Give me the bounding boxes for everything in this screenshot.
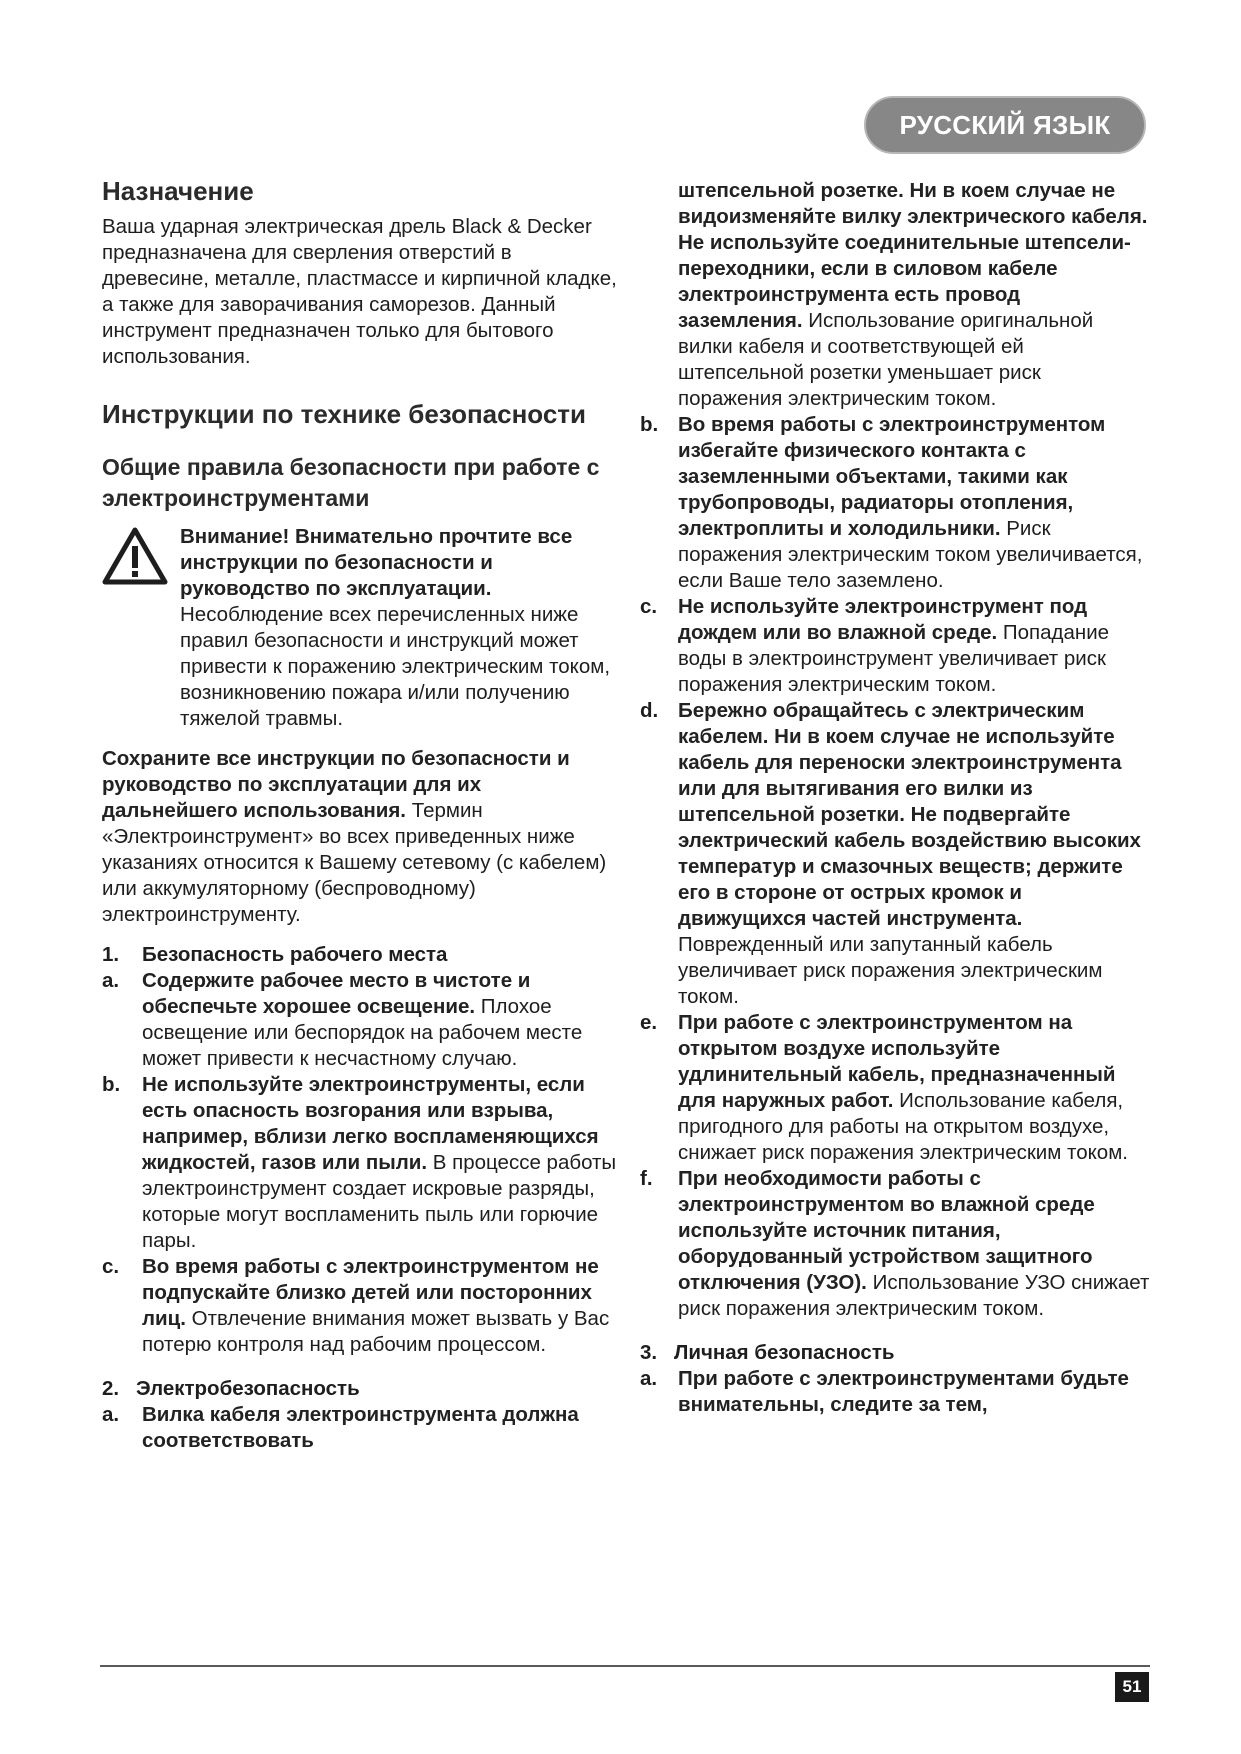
item-bold: При необходимости работы с электроинструментом во влажной среде используйте источник питания, оборудованный устройством защитного отключения (УЗО). xyxy=(678,1167,1095,1294)
item-marker: f. xyxy=(640,1167,653,1190)
footer-divider xyxy=(100,1665,1150,1667)
general-rules-heading: Общие правила безопасности при работе с электроинструментами xyxy=(102,454,600,511)
item-text: Поврежденный или запутанный кабель увеличивает риск поражения электрическим током. xyxy=(678,933,1103,1008)
item-text: Попадание воды в электроинструмент увеличивает риск поражения электрическим током. xyxy=(678,621,1110,696)
section-1-heading xyxy=(102,942,622,968)
item-marker: e. xyxy=(640,1011,658,1034)
item-bold: Во время работы с электроинструментом не подпускайте близко детей или посторонних лиц. xyxy=(142,1255,599,1330)
list-item xyxy=(102,1402,622,1454)
section-3-heading xyxy=(640,1340,1150,1366)
left-column xyxy=(102,175,622,1454)
language-badge: РУССКИЙ ЯЗЫК xyxy=(864,96,1146,154)
item-bold: Во время работы с электроинструментом избегайте физического контакта с заземленными объектами, такими как трубопроводы, радиаторы отопления, электроплиты и холодильники. xyxy=(678,413,1106,540)
item-bold: При работе с электроинструментом на открытом воздухе используйте удлинительный кабель, предназначенный для наружных работ. xyxy=(678,1011,1116,1112)
section-2-title: Электробезопасность xyxy=(136,1377,360,1400)
list-item xyxy=(102,1072,622,1254)
continued-item xyxy=(640,178,1150,412)
item-marker: c. xyxy=(102,1255,120,1278)
item-bold: При работе с электроинструментами будьте внимательны, следите за тем, xyxy=(678,1367,1129,1416)
warning-triangle-icon xyxy=(102,524,180,732)
safety-heading: Инструкции по технике безопасности xyxy=(102,399,586,429)
warning-text: Несоблюдение всех перечисленных ниже правил безопасности и инструкций может привести к поражению электрическим током, возникновению пожара и/или получению тяжелой травмы. xyxy=(180,603,611,730)
item-marker: b. xyxy=(640,413,659,436)
item-text: В процессе работы электроинструмент создает искровые разряды, которые могут воспламенить пыль или горючие пары. xyxy=(142,1151,617,1252)
item-bold: Не используйте электроинструменты, если есть опасность возгорания или взрыва, например, вблизи легко воспламеняющихся жидкостей, газов или пыли. xyxy=(142,1073,599,1174)
save-instructions xyxy=(102,746,622,928)
item-text: Отвлечение внимания может вызвать у Вас потерю контроля над рабочим процессом. xyxy=(142,1307,610,1356)
item-marker: a. xyxy=(640,1367,658,1390)
list-item xyxy=(102,968,622,1072)
item-text: Использование кабеля, пригодного для работы на открытом воздухе, снижает риск поражения электрическим током. xyxy=(678,1089,1128,1164)
save-bold: Сохраните все инструкции по безопасности и руководство по эксплуатации для их дальнейшего использования. xyxy=(102,747,570,822)
warning-bold: Внимание! Внимательно прочтите все инструкции по безопасности и руководство по эксплуатации. xyxy=(180,525,573,600)
item-bold: Бережно обращайтесь с электрическим кабелем. Ни в коем случае не используйте кабель для переноски электроинструмента или для вытягивания его вилки из штепсельной розетки. Не подвергайте электрический кабель воздействию высоких температур и смазочных веществ; держите его в стороне от острых кромок и движущихся частей инструмента. xyxy=(678,699,1141,930)
item-marker: c. xyxy=(640,595,658,618)
item-text: Риск поражения электрическим током увеличивается, если Ваше тело заземлено. xyxy=(678,517,1143,592)
item-text: Использование оригинальной вилки кабеля и соответствующей ей штепсельной розетки уменьшает риск поражения электрическим током. xyxy=(678,309,1094,410)
list-item xyxy=(640,594,1150,698)
list-item xyxy=(640,1166,1150,1322)
item-marker: a. xyxy=(102,1403,120,1426)
section-1-number: 1. xyxy=(102,943,120,966)
purpose-text: Ваша ударная электрическая дрель Black & Decker предназначена для сверления отверстий в древесине, металле, пластмассе и кирпичной кладке, а также для заворачивания саморезов. Данный инструмент предназначен только для бытового использования. xyxy=(102,215,617,368)
item-bold: Не используйте электроинструмент под дождем или во влажной среде. xyxy=(678,595,1088,644)
section-3-number: 3. xyxy=(640,1341,658,1364)
right-column xyxy=(640,178,1150,1418)
item-bold: Содержите рабочее место в чистоте и обеспечьте хорошее освещение. xyxy=(142,969,531,1018)
section-3-title: Личная безопасность xyxy=(674,1341,895,1364)
item-text: Плохое освещение или беспорядок на рабочем месте может привести к несчастному случаю. xyxy=(142,995,583,1070)
section-1-title: Безопасность рабочего места xyxy=(142,943,448,966)
warning-block xyxy=(102,524,622,732)
list-item xyxy=(640,412,1150,594)
page-number: 51 xyxy=(1115,1672,1149,1702)
item-marker: b. xyxy=(102,1073,121,1096)
list-item xyxy=(640,1366,1150,1418)
list-item xyxy=(102,1254,622,1358)
section-2-heading xyxy=(102,1376,622,1402)
save-text: Термин «Электроинструмент» во всех приведенных ниже указаниях относится к Вашему сетевому (с кабелем) или аккумуляторному (беспроводному) электроинструменту. xyxy=(102,799,607,926)
item-marker: d. xyxy=(640,699,659,722)
item-bold: Вилка кабеля электроинструмента должна соответствовать xyxy=(142,1403,579,1452)
item-text: Использование УЗО снижает риск поражения электрическим током. xyxy=(678,1271,1150,1320)
section-2-number: 2. xyxy=(102,1377,120,1400)
list-item xyxy=(640,1010,1150,1166)
item-bold: штепсельной розетке. Ни в коем случае не видоизменяйте вилку электрического кабеля. Не используйте соединительные штепсели-переходники, если в силовом кабеле электроинструмента есть провод заземления. xyxy=(678,179,1148,332)
list-item xyxy=(640,698,1150,1010)
item-marker: a. xyxy=(102,969,120,992)
purpose-heading: Назначение xyxy=(102,176,254,206)
